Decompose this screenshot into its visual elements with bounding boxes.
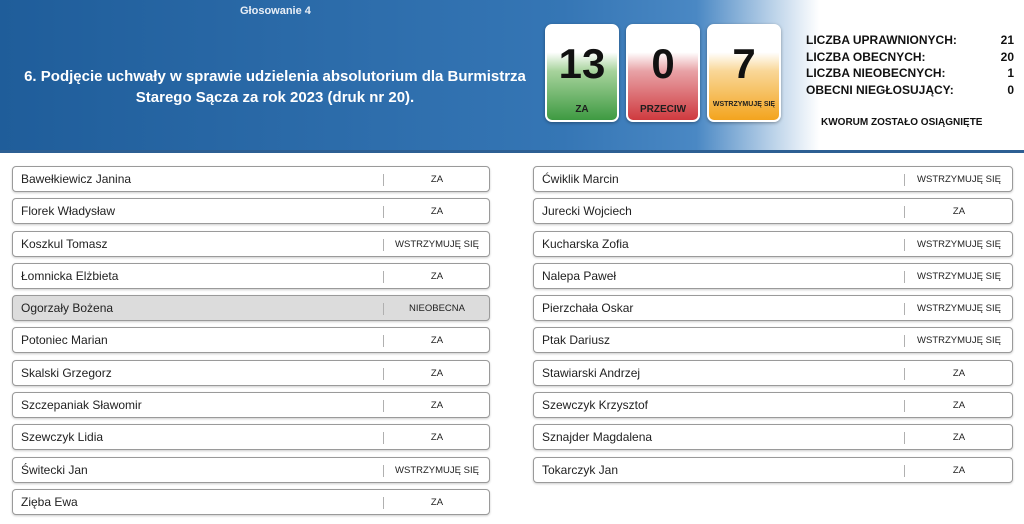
- vote-row: [533, 457, 1013, 483]
- voter-name: Stawiarski Andrzej: [542, 365, 641, 380]
- motion-title: 6. Podjęcie uchwały w sprawie udzielenia absolutorium dla Burmistrza Starego Sącza za rok 2023 (druk nr 20).: [24, 68, 526, 106]
- vote-row: [533, 392, 1013, 418]
- stat-value: 1: [1007, 66, 1014, 80]
- vote-row: [533, 166, 1013, 192]
- voter-name: Zięba Ewa: [21, 494, 78, 509]
- row-separator: [904, 432, 905, 444]
- voter-name: Świtecki Jan: [21, 462, 88, 477]
- stat-value: 0: [1007, 82, 1014, 97]
- row-separator: [383, 174, 384, 186]
- voter-name: Tokarczyk Jan: [542, 462, 619, 477]
- vote-row: [533, 263, 1013, 289]
- voter-name: Nalepa Paweł: [542, 268, 617, 283]
- voter-name: Szczepaniak Sławomir: [21, 398, 142, 413]
- vote-row: [12, 489, 490, 515]
- stat-row: [806, 50, 1014, 67]
- vote-row: [12, 360, 490, 386]
- voter-name: Szewczyk Krzysztof: [542, 398, 649, 413]
- row-separator: [904, 400, 905, 412]
- voter-name: Florek Władysław: [21, 204, 116, 219]
- stat-label: LICZBA OBECNYCH:: [806, 49, 926, 64]
- vote-row: [12, 424, 490, 450]
- attendance-stats: [806, 33, 1014, 99]
- row-separator: [904, 271, 905, 283]
- counter-za-value: 13: [558, 40, 606, 87]
- row-separator: [383, 303, 384, 315]
- row-separator: [904, 465, 905, 477]
- vote-number: Głosowanie 4: [240, 5, 311, 17]
- row-separator: [904, 368, 905, 380]
- vote-value: WSTRZYMUJĘ SIĘ: [917, 238, 1001, 250]
- row-separator: [904, 303, 905, 315]
- row-separator: [904, 239, 905, 251]
- counter-wstrzymuje: [707, 24, 781, 122]
- vote-value: WSTRZYMUJĘ SIĘ: [395, 238, 479, 250]
- vote-row: [533, 231, 1013, 257]
- voter-name: Skalski Grzegorz: [21, 365, 112, 380]
- vote-value: WSTRZYMUJĘ SIĘ: [395, 464, 479, 476]
- vote-value: ZA: [430, 400, 444, 412]
- vote-value: ZA: [430, 367, 444, 379]
- voter-name: Kucharska Zofia: [542, 236, 629, 251]
- voter-name: Sznajder Magdalena: [542, 430, 653, 445]
- vote-value: ZA: [952, 464, 966, 476]
- vote-row: [533, 327, 1013, 353]
- votes-list-left: [12, 166, 490, 521]
- vote-row: [533, 198, 1013, 224]
- row-separator: [383, 432, 384, 444]
- vote-row: [12, 457, 490, 483]
- row-separator: [383, 335, 384, 347]
- counter-przeciw: [626, 24, 700, 122]
- row-separator: [904, 206, 905, 218]
- row-separator: [383, 271, 384, 283]
- voter-name: Szewczyk Lidia: [21, 430, 104, 445]
- stat-label: LICZBA UPRAWNIONYCH:: [806, 33, 957, 47]
- vote-row-absent: [12, 295, 490, 321]
- vote-row: [12, 327, 490, 353]
- row-separator: [904, 174, 905, 186]
- counter-wstrzymuje-value: 7: [732, 40, 756, 87]
- row-separator: [383, 465, 384, 477]
- row-separator: [904, 335, 905, 347]
- vote-value: WSTRZYMUJĘ SIĘ: [917, 335, 1001, 347]
- vote-header: [0, 0, 1024, 150]
- voter-name: Łomnicka Elżbieta: [21, 268, 119, 283]
- stat-label: OBECNI NIEGŁOSUJĄCY:: [806, 82, 954, 97]
- vote-value: ZA: [430, 174, 444, 185]
- vote-value: ZA: [430, 496, 444, 508]
- voter-name: Pierzchała Oskar: [542, 301, 634, 316]
- stat-row: [806, 33, 1014, 50]
- vote-value: ZA: [952, 367, 966, 379]
- vote-row: [533, 295, 1013, 321]
- vote-row: [12, 263, 490, 289]
- vote-value: WSTRZYMUJĘ SIĘ: [917, 174, 1001, 185]
- vote-value: WSTRZYMUJĘ SIĘ: [917, 303, 1001, 315]
- stat-row: [806, 66, 1014, 83]
- vote-row: [533, 424, 1013, 450]
- vote-value: ZA: [952, 432, 966, 444]
- vote-value: ZA: [430, 432, 444, 444]
- vote-value: NIEOBECNA: [409, 303, 465, 315]
- row-separator: [383, 239, 384, 251]
- voter-name: Ogorzały Bożena: [21, 301, 114, 316]
- voter-name: Potoniec Marian: [21, 333, 108, 348]
- votes-list-right: [533, 166, 1013, 489]
- quorum-status: KWORUM ZOSTAŁO OSIĄGNIĘTE: [821, 117, 983, 128]
- row-separator: [383, 368, 384, 380]
- row-separator: [383, 206, 384, 218]
- vote-row: [12, 166, 490, 192]
- stat-label: LICZBA NIEOBECNYCH:: [806, 66, 946, 80]
- counter-przeciw-label: PRZECIW: [639, 104, 687, 115]
- vote-value: ZA: [952, 206, 966, 218]
- stat-value: 20: [1000, 49, 1014, 64]
- vote-row: [12, 392, 490, 418]
- vote-row: [533, 360, 1013, 386]
- vote-row: [12, 231, 490, 257]
- counter-wstrzymuje-label: WSTRZYMUJĘ SIĘ: [712, 101, 776, 108]
- stat-value: 21: [1000, 33, 1014, 47]
- voter-name: Bawełkiewicz Janina: [21, 172, 132, 186]
- vote-value: ZA: [430, 270, 444, 282]
- row-separator: [383, 497, 384, 509]
- vote-row: [12, 198, 490, 224]
- voter-name: Ptak Dariusz: [542, 333, 611, 348]
- voter-name: Jurecki Wojciech: [542, 204, 632, 219]
- vote-value: WSTRZYMUJĘ SIĘ: [917, 270, 1001, 282]
- row-separator: [383, 400, 384, 412]
- vote-value: ZA: [430, 335, 444, 347]
- counter-za: [545, 24, 619, 122]
- header-divider: [0, 150, 1024, 153]
- stat-row: [806, 83, 1014, 100]
- voter-name: Koszkul Tomasz: [21, 236, 108, 251]
- voter-name: Ćwiklik Marcin: [542, 172, 619, 186]
- vote-value: ZA: [430, 206, 444, 218]
- vote-value: ZA: [952, 400, 966, 412]
- counter-przeciw-value: 0: [651, 40, 675, 87]
- counter-za-label: ZA: [575, 104, 589, 115]
